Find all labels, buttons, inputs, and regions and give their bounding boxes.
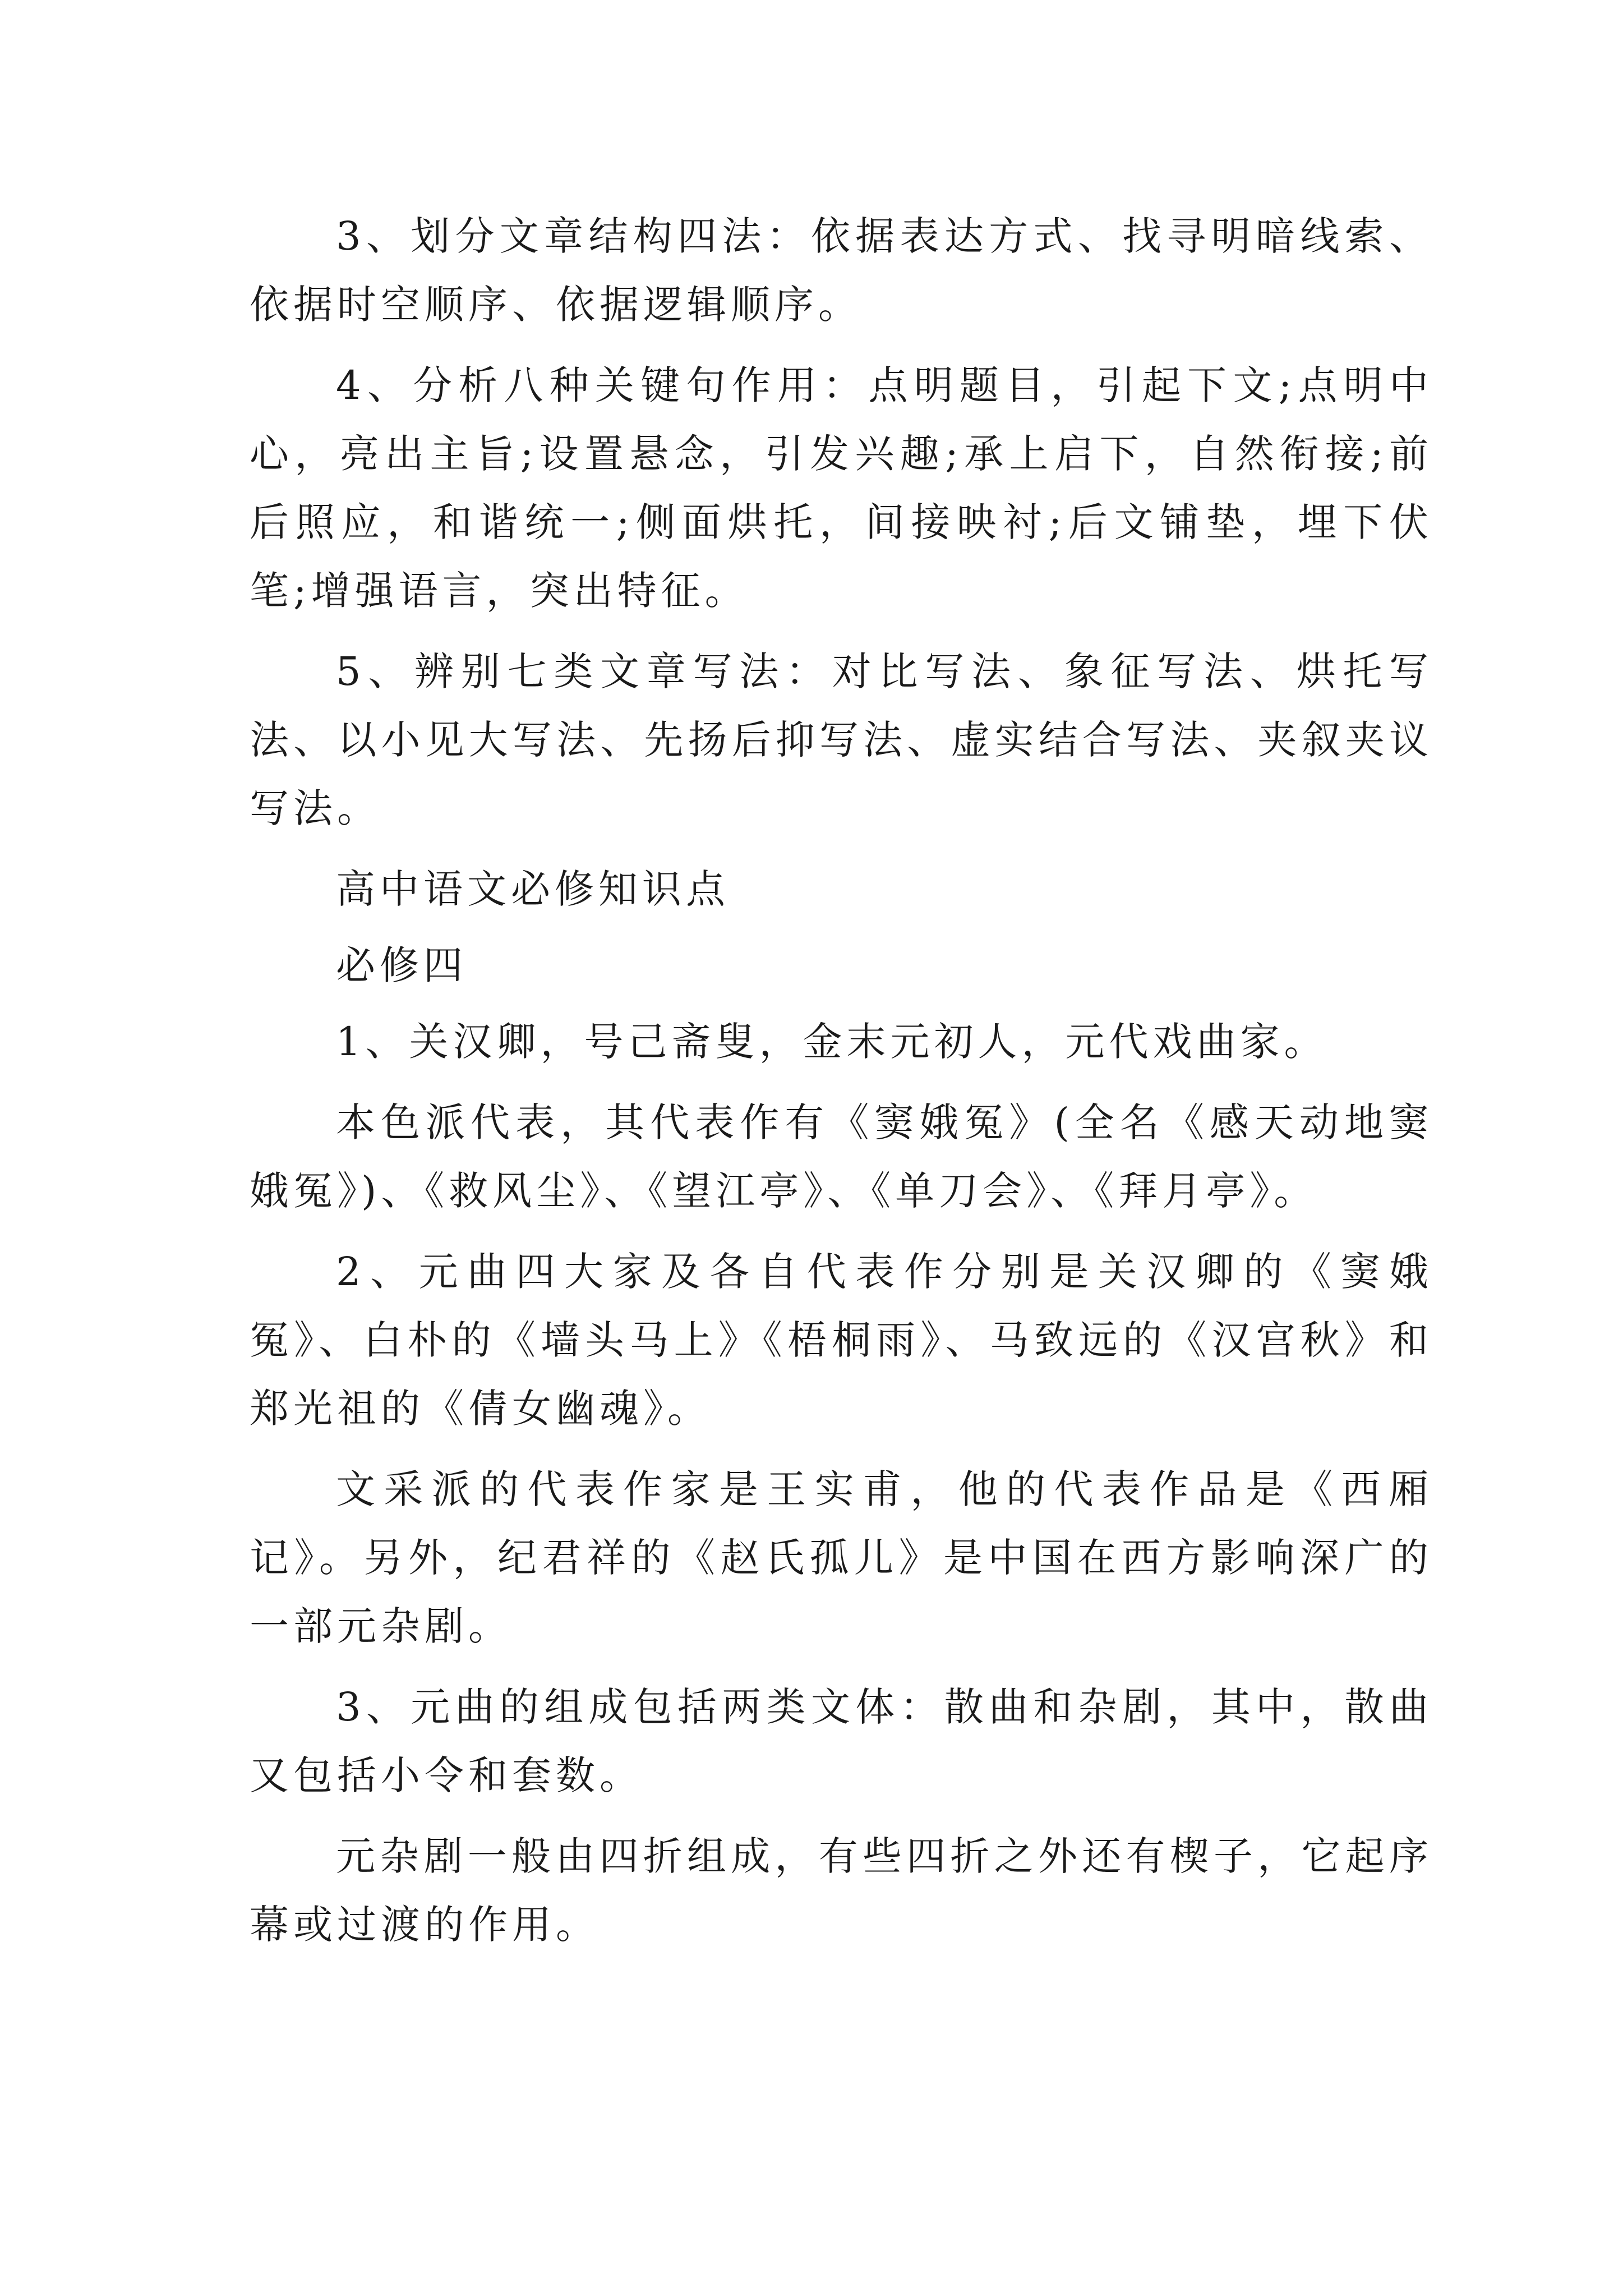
paragraph-yuanqu-composition: 3、元曲的组成包括两类文体：散曲和杂剧，其中，散曲又包括小令和套数。 [250,1684,1433,1798]
paragraph-key-sentences: 4、分析八种关键句作用：点明题目，引起下文;点明中心，亮出主旨;设置悬念，引发兴趣;承上启下，自然衔接;前后照应，和谐统一;侧面烘托，间接映衬;后文铺垫，埋下伏笔;增强语言，突出特征。 [250,362,1433,614]
paragraph-four-masters: 2、元曲四大家及各自代表作分别是关汉卿的《窦娥冤》、白朴的《墙头马上》《梧桐雨》、马致远的《汉宫秋》和郑光祖的《倩女幽魂》。 [250,1249,1433,1432]
paragraph-bense-school: 本色派代表，其代表作有《窦娥冤》(全名《感天动地窦娥冤》)、《救风尘》、《望江亭》、《单刀会》、《拜月亭》。 [250,1099,1433,1214]
document-body [250,202,1433,1971]
subsection-heading: 必修四 [336,942,467,988]
paragraph-zaju-structure: 元杂剧一般由四折组成，有些四折之外还有楔子，它起序幕或过渡的作用。 [250,1833,1433,1948]
paragraph-writing-techniques: 5、辨别七类文章写法：对比写法、象征写法、烘托写法、以小见大写法、先扬后抑写法、虚实结合写法、夹叙夹议写法。 [250,648,1433,831]
section-heading: 高中语文必修知识点 [336,866,730,912]
paragraph-wencai-school: 文采派的代表作家是王实甫，他的代表作品是《西厢记》。另外，纪君祥的《赵氏孤儿》是中国在西方影响深广的一部元杂剧。 [250,1466,1433,1649]
paragraph-structure-methods: 3、划分文章结构四法：依据表达方式、找寻明暗线索、依据时空顺序、依据逻辑顺序。 [250,213,1433,328]
paragraph-guan-hanqing: 1、关汉卿，号己斋叟，金末元初人，元代戏曲家。 [336,1019,1328,1065]
